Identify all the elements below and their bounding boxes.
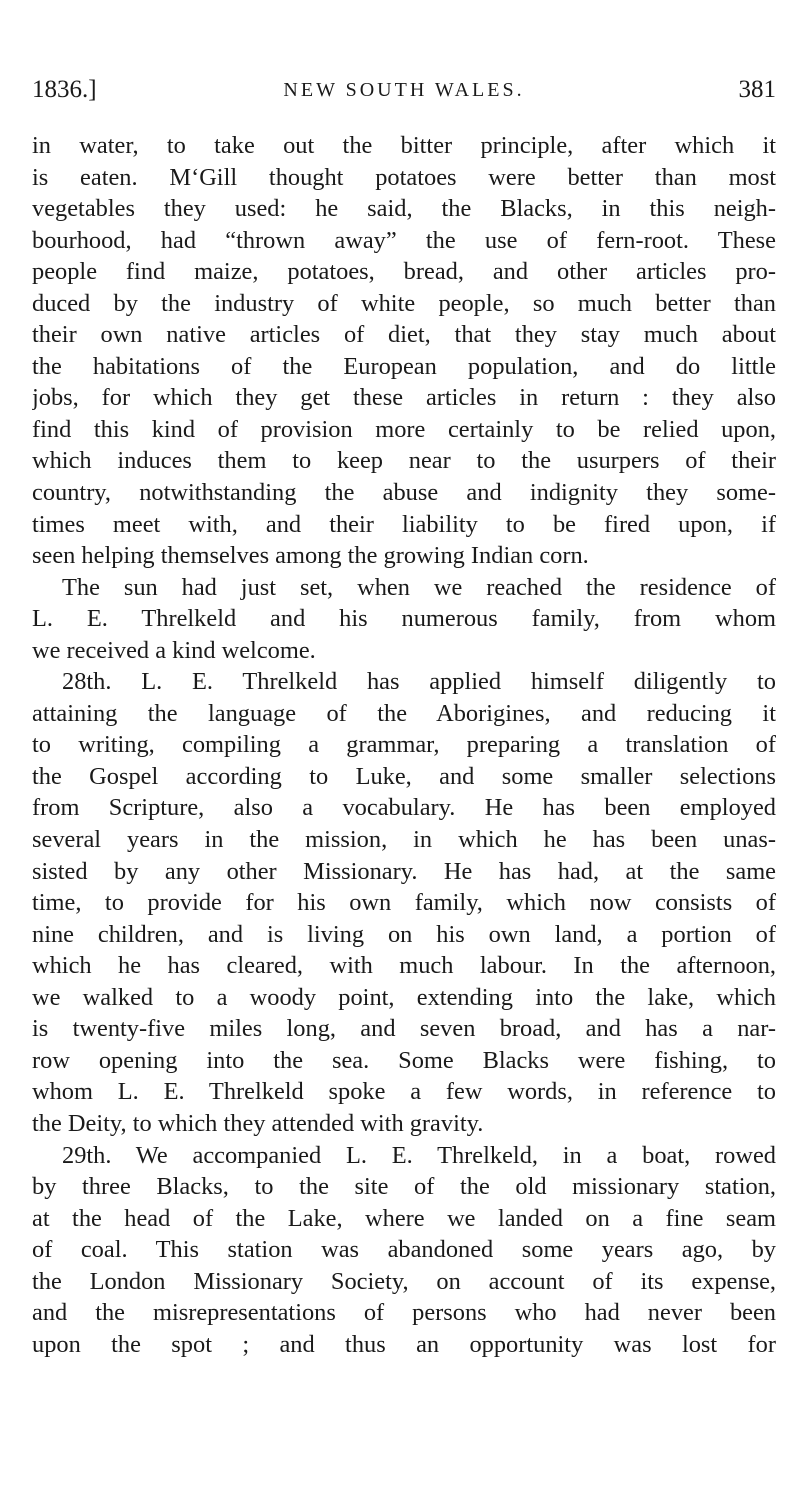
text-line: their own native articles of diet, that they stay much about	[32, 321, 776, 349]
text-line: bourhood, had “thrown away” the use of fern-root. These	[32, 226, 776, 254]
text-line: people find maize, potatoes, bread, and other articles pro-	[32, 258, 776, 286]
text-line: to writing, compiling a grammar, preparing a translation of	[32, 731, 776, 759]
text-line: seen helping themselves among the growing Indian corn.	[32, 542, 589, 570]
header-year: 1836.]	[32, 76, 97, 103]
text-line: in water, to take out the bitter principle, after which it	[32, 132, 776, 159]
text-line: time, to provide for his own family, which now consists of	[32, 889, 776, 917]
text-line: from Scripture, also a vocabulary. He has been employed	[32, 794, 776, 822]
text-line: upon the spot ; and thus an opportunity was lost for	[32, 1330, 776, 1358]
book-page	[32, 70, 776, 1360]
text-line: attaining the language of the Aborigines, and reducing it	[32, 699, 776, 727]
text-line: times meet with, and their liability to be fired upon, if	[32, 510, 776, 538]
text-line: row opening into the sea. Some Blacks were fishing, to	[32, 1046, 776, 1074]
text-line: country, notwithstanding the abuse and indignity they some-	[32, 479, 776, 507]
text-line: jobs, for which they get these articles in return : they also	[32, 384, 776, 412]
header-title: NEW SOUTH WALES.	[283, 79, 525, 101]
text-line: we received a kind welcome.	[32, 636, 316, 664]
paragraph-start-line: 28th. L. E. Threlkeld has applied himself diligently to	[62, 668, 776, 696]
text-line: nine children, and is living on his own land, a portion of	[32, 920, 776, 948]
text-line: by three Blacks, to the site of the old missionary station,	[32, 1173, 776, 1201]
body-text	[32, 130, 776, 1360]
text-line: duced by the industry of white people, so much better than	[32, 289, 776, 317]
text-line: which he has cleared, with much labour. In the afternoon,	[32, 952, 776, 980]
text-line: find this kind of provision more certainly to be relied upon,	[32, 415, 776, 443]
text-line: is twenty-five miles long, and seven broad, and has a nar-	[32, 1015, 776, 1043]
text-line: the Gospel according to Luke, and some smaller selections	[32, 762, 776, 790]
text-line: and the misrepresentations of persons who had never been	[32, 1299, 776, 1327]
text-line: the London Missionary Society, on account of its expense,	[32, 1267, 776, 1295]
text-line: vegetables they used: he said, the Blacks, in this neigh-	[32, 195, 776, 223]
text-line: the habitations of the European population, and do little	[32, 352, 776, 380]
text-line: whom L. E. Threlkeld spoke a few words, in reference to	[32, 1078, 776, 1106]
text-line: is eaten. M‘Gill thought potatoes were better than most	[32, 163, 776, 191]
text-line: of coal. This station was abandoned some years ago, by	[32, 1236, 776, 1264]
paragraph-start-line: The sun had just set, when we reached the residence of	[62, 573, 776, 601]
text-line: L. E. Threlkeld and his numerous family, from whom	[32, 605, 776, 633]
text-line: at the head of the Lake, where we landed on a fine seam	[32, 1204, 776, 1232]
page-number: 381	[738, 76, 776, 103]
text-line: which induces them to keep near to the usurpers of their	[32, 447, 776, 475]
text-line: we walked to a woody point, extending into the lake, which	[32, 983, 776, 1011]
text-line: the Deity, to which they attended with gravity.	[32, 1109, 484, 1137]
text-line: several years in the mission, in which he has been unas-	[32, 826, 776, 854]
running-head	[32, 70, 776, 110]
text-line: sisted by any other Missionary. He has had, at the same	[32, 857, 776, 885]
paragraph-start-line: 29th. We accompanied L. E. Threlkeld, in a boat, rowed	[62, 1141, 776, 1169]
